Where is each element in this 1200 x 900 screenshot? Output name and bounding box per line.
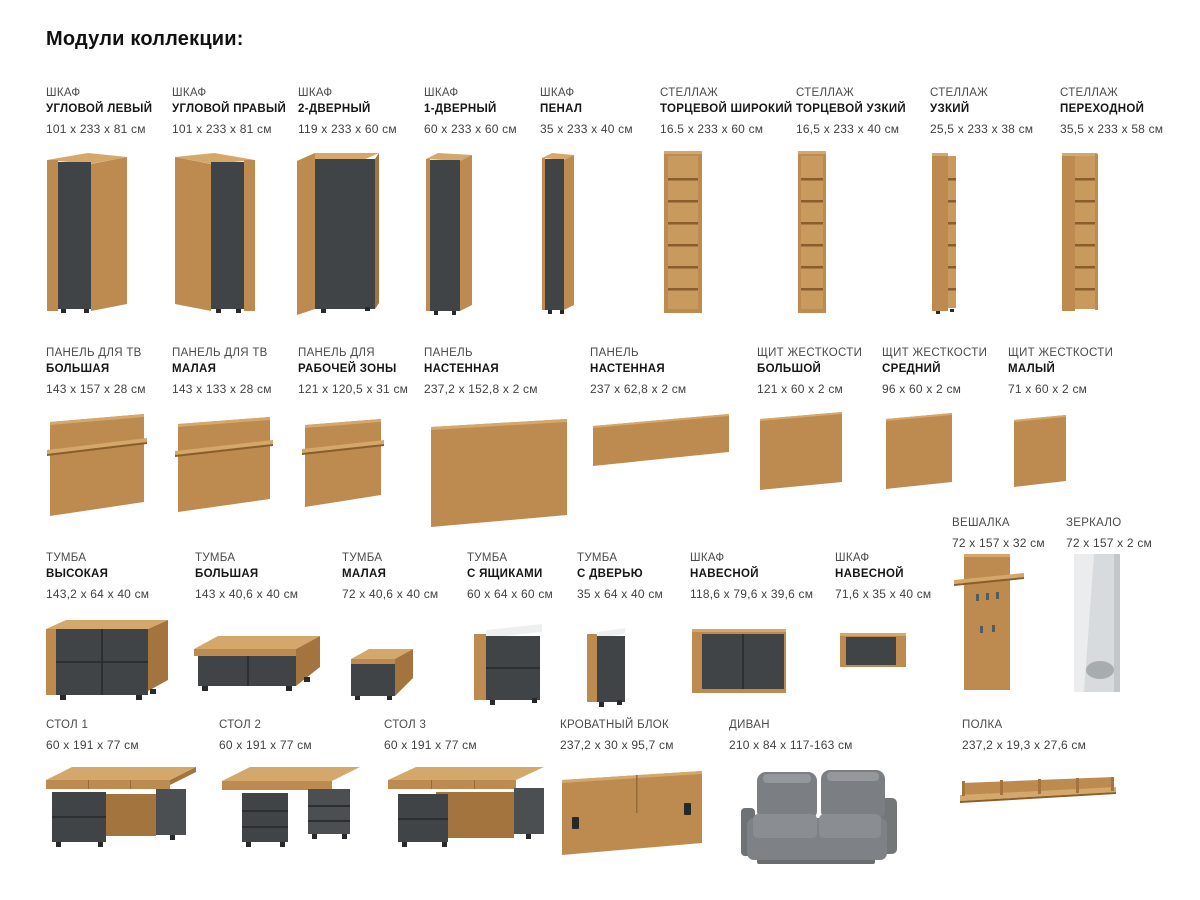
product-name: 1-ДВЕРНЫЙ bbox=[424, 103, 497, 115]
corner-wardrobe-right-image bbox=[172, 151, 258, 317]
product-dimensions: 143,2 х 64 х 40 см bbox=[46, 587, 150, 601]
product-card-tv-panel-small bbox=[172, 345, 272, 397]
product-card-cabinet-drawers bbox=[467, 550, 553, 602]
product-card-wardrobe-2-door bbox=[298, 85, 397, 137]
stiffener-medium-image bbox=[884, 410, 954, 492]
product-type: ПАНЕЛЬ bbox=[590, 347, 639, 359]
product-dimensions: 237,2 х 30 х 95,7 см bbox=[560, 738, 674, 752]
desk-3-image bbox=[386, 764, 546, 854]
product-type: ПАНЕЛЬ ДЛЯ ТВ bbox=[46, 347, 142, 359]
rack-transition-image bbox=[1060, 149, 1100, 317]
stiffener-big-image bbox=[758, 410, 844, 492]
product-type: ЩИТ ЖЕСТКОСТИ bbox=[757, 347, 863, 359]
product-type: ШКАФ bbox=[298, 87, 333, 99]
product-type: ПАНЕЛЬ bbox=[424, 347, 473, 359]
product-dimensions: 60 х 191 х 77 см bbox=[384, 738, 477, 752]
wardrobe-pencil-image bbox=[540, 151, 576, 317]
product-card-wardrobe-1-door bbox=[424, 85, 517, 137]
product-dimensions: 71 х 60 х 2 см bbox=[1008, 382, 1088, 396]
product-type: ТУМБА bbox=[195, 552, 236, 564]
product-name: ДИВАН bbox=[729, 719, 770, 731]
product-card-cabinet-small bbox=[342, 550, 438, 602]
product-card-bed-block bbox=[560, 717, 674, 753]
product-name: ТОРЦЕВОЙ ШИРОКИЙ bbox=[660, 103, 793, 115]
product-dimensions: 60 х 233 х 60 см bbox=[424, 122, 517, 136]
product-dimensions: 96 х 60 х 2 см bbox=[882, 382, 962, 396]
product-name: ПЕНАЛ bbox=[540, 103, 583, 115]
product-dimensions: 118,6 х 79,6 х 39,6 см bbox=[690, 587, 814, 601]
tv-panel-small-image bbox=[175, 413, 273, 518]
product-card-cabinet-high bbox=[46, 550, 149, 602]
mirror-image bbox=[1070, 552, 1124, 694]
product-dimensions: 237,2 х 152,8 х 2 см bbox=[424, 382, 538, 396]
product-name: ЗЕРКАЛО bbox=[1066, 517, 1122, 529]
product-card-stiffener-medium bbox=[882, 345, 987, 397]
product-card-desk-3 bbox=[384, 717, 477, 753]
product-name: 2-ДВЕРНЫЙ bbox=[298, 103, 371, 115]
product-type: ШКАФ bbox=[46, 87, 81, 99]
product-type: ТУМБА bbox=[342, 552, 383, 564]
product-name: НАВЕСНОЙ bbox=[690, 568, 759, 580]
product-dimensions: 35,5 х 233 х 58 см bbox=[1060, 122, 1164, 136]
product-dimensions: 16.5 х 233 х 60 см bbox=[660, 122, 764, 136]
wardrobe-1-door-image bbox=[424, 151, 474, 317]
product-name: СТОЛ 1 bbox=[46, 719, 89, 731]
product-dimensions: 237 х 62,8 х 2 см bbox=[590, 382, 687, 396]
bed-block-image bbox=[560, 769, 704, 857]
cabinet-high-image bbox=[44, 618, 170, 710]
product-name: РАБОЧЕЙ ЗОНЫ bbox=[298, 363, 397, 375]
product-dimensions: 16,5 х 233 х 40 см bbox=[796, 122, 900, 136]
product-type: ЩИТ ЖЕСТКОСТИ bbox=[882, 347, 988, 359]
product-dimensions: 35 х 233 х 40 см bbox=[540, 122, 633, 136]
product-dimensions: 121 х 120,5 х 31 см bbox=[298, 382, 409, 396]
product-card-sofa bbox=[729, 717, 853, 753]
product-card-corner-wardrobe-left bbox=[46, 85, 152, 137]
desk-2-image bbox=[220, 764, 362, 854]
product-type: ШКАФ bbox=[540, 87, 575, 99]
product-type: ШКАФ bbox=[172, 87, 207, 99]
cabinet-small-image bbox=[349, 646, 415, 704]
page-title: Модули коллекции: bbox=[46, 28, 244, 50]
product-dimensions: 210 х 84 х 117-163 см bbox=[729, 738, 853, 752]
product-dimensions: 119 х 233 х 60 см bbox=[298, 122, 397, 136]
product-card-cabinet-big bbox=[195, 550, 298, 602]
product-card-wall-panel-narrow bbox=[590, 345, 686, 397]
product-card-corner-wardrobe-right bbox=[172, 85, 286, 137]
product-name: МАЛАЯ bbox=[172, 363, 217, 375]
product-dimensions: 72 х 157 х 2 см bbox=[1066, 536, 1152, 550]
product-card-wall-panel-big bbox=[424, 345, 538, 397]
product-type: СТЕЛЛАЖ bbox=[930, 87, 989, 99]
product-card-mirror bbox=[1066, 515, 1152, 551]
product-card-wall-cabinet-big bbox=[690, 550, 813, 602]
product-name: СТОЛ 3 bbox=[384, 719, 427, 731]
product-card-tv-panel-big bbox=[46, 345, 146, 397]
tv-panel-big-image bbox=[47, 410, 147, 522]
product-name: СТОЛ 2 bbox=[219, 719, 262, 731]
work-zone-panel-image bbox=[302, 415, 384, 513]
product-card-rack-end-narrow bbox=[796, 85, 906, 137]
product-name: НАСТЕННАЯ bbox=[424, 363, 499, 375]
wall-cabinet-big-image bbox=[690, 625, 788, 697]
product-type: ТУМБА bbox=[577, 552, 618, 564]
product-type: ШКАФ bbox=[835, 552, 870, 564]
product-card-shelf bbox=[962, 717, 1086, 753]
cabinet-big-image bbox=[192, 633, 322, 701]
product-name: БОЛЬШОЙ bbox=[757, 363, 822, 375]
product-type: ЩИТ ЖЕСТКОСТИ bbox=[1008, 347, 1114, 359]
product-dimensions: 60 х 64 х 60 см bbox=[467, 587, 553, 601]
product-name: ВЕШАЛКА bbox=[952, 517, 1010, 529]
product-card-desk-1 bbox=[46, 717, 139, 753]
product-name: СРЕДНИЙ bbox=[882, 363, 941, 375]
product-type: СТЕЛЛАЖ bbox=[660, 87, 719, 99]
product-type: ТУМБА bbox=[467, 552, 508, 564]
product-name: БОЛЬШАЯ bbox=[195, 568, 259, 580]
product-dimensions: 35 х 64 х 40 см bbox=[577, 587, 663, 601]
product-dimensions: 25,5 х 233 х 38 см bbox=[930, 122, 1034, 136]
product-card-cabinet-door bbox=[577, 550, 663, 602]
product-type: ШКАФ bbox=[690, 552, 725, 564]
product-type: СТЕЛЛАЖ bbox=[796, 87, 855, 99]
shelf-image bbox=[958, 775, 1118, 807]
product-name: МАЛЫЙ bbox=[1008, 363, 1056, 375]
product-dimensions: 101 х 233 х 81 см bbox=[172, 122, 272, 136]
cabinet-door-image bbox=[583, 624, 629, 714]
product-name: БОЛЬШАЯ bbox=[46, 363, 110, 375]
product-name: С ЯЩИКАМИ bbox=[467, 568, 543, 580]
cabinet-drawers-image bbox=[470, 622, 546, 712]
product-type: ШКАФ bbox=[424, 87, 459, 99]
rack-end-wide-image bbox=[662, 149, 704, 317]
rack-narrow-image bbox=[930, 149, 958, 317]
product-card-rack-end-wide bbox=[660, 85, 793, 137]
wall-cabinet-small-image bbox=[838, 630, 908, 670]
product-dimensions: 143 х 157 х 28 см bbox=[46, 382, 146, 396]
product-dimensions: 60 х 191 х 77 см bbox=[46, 738, 139, 752]
sofa-image bbox=[731, 766, 898, 872]
corner-wardrobe-left-image bbox=[44, 151, 130, 317]
product-dimensions: 101 х 233 х 81 см bbox=[46, 122, 146, 136]
wall-panel-narrow-image bbox=[591, 412, 731, 476]
product-name: УГЛОВОЙ ЛЕВЫЙ bbox=[46, 103, 153, 115]
product-card-work-zone-panel bbox=[298, 345, 408, 397]
product-card-stiffener-small bbox=[1008, 345, 1113, 397]
product-dimensions: 121 х 60 х 2 см bbox=[757, 382, 843, 396]
product-card-rack-transition bbox=[1060, 85, 1163, 137]
stiffener-small-image bbox=[1012, 412, 1068, 490]
product-type: ТУМБА bbox=[46, 552, 87, 564]
product-name: КРОВАТНЫЙ БЛОК bbox=[560, 719, 670, 731]
product-type: СТЕЛЛАЖ bbox=[1060, 87, 1119, 99]
product-card-wardrobe-pencil bbox=[540, 85, 633, 137]
hanger-image bbox=[952, 552, 1026, 694]
desk-1-image bbox=[44, 764, 198, 854]
product-dimensions: 72 х 157 х 32 см bbox=[952, 536, 1045, 550]
wardrobe-2-door-image bbox=[295, 151, 381, 317]
rack-end-narrow-image bbox=[796, 149, 828, 317]
product-card-rack-narrow bbox=[930, 85, 1033, 137]
product-card-hanger bbox=[952, 515, 1045, 551]
product-dimensions: 71,6 х 35 х 40 см bbox=[835, 587, 932, 601]
product-type: ПАНЕЛЬ ДЛЯ bbox=[298, 347, 375, 359]
wall-panel-big-image bbox=[429, 417, 569, 529]
product-name: УГЛОВОЙ ПРАВЫЙ bbox=[172, 103, 287, 115]
product-name: НАВЕСНОЙ bbox=[835, 568, 904, 580]
product-card-wall-cabinet-small bbox=[835, 550, 931, 602]
product-dimensions: 60 х 191 х 77 см bbox=[219, 738, 312, 752]
product-dimensions: 237,2 х 19,3 х 27,6 см bbox=[962, 738, 1087, 752]
product-name: ПЕРЕХОДНОЙ bbox=[1060, 103, 1145, 115]
product-name: МАЛАЯ bbox=[342, 568, 387, 580]
product-card-stiffener-big bbox=[757, 345, 862, 397]
product-name: ВЫСОКАЯ bbox=[46, 568, 109, 580]
product-dimensions: 143 х 133 х 28 см bbox=[172, 382, 272, 396]
product-type: ПАНЕЛЬ ДЛЯ ТВ bbox=[172, 347, 268, 359]
product-name: С ДВЕРЬЮ bbox=[577, 568, 643, 580]
product-name: УЗКИЙ bbox=[930, 103, 970, 115]
product-card-desk-2 bbox=[219, 717, 312, 753]
product-dimensions: 143 х 40,6 х 40 см bbox=[195, 587, 299, 601]
product-dimensions: 72 х 40,6 х 40 см bbox=[342, 587, 439, 601]
product-name: ПОЛКА bbox=[962, 719, 1003, 731]
product-name: НАСТЕННАЯ bbox=[590, 363, 665, 375]
product-name: ТОРЦЕВОЙ УЗКИЙ bbox=[796, 103, 906, 115]
